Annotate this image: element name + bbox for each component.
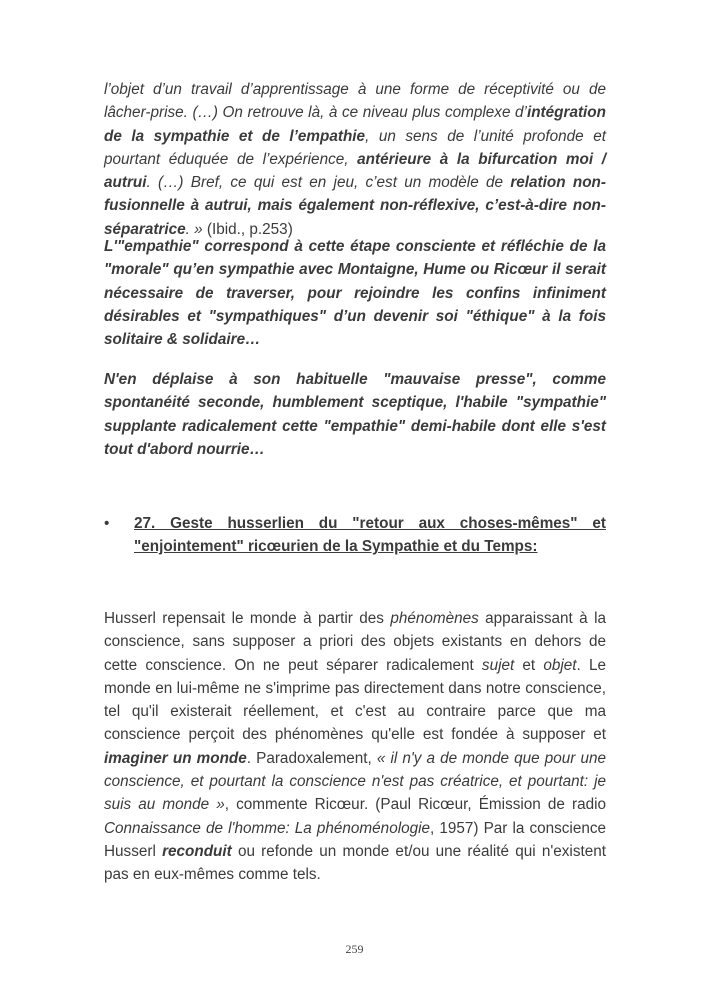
- text-segment: Connaissance de l'homme: La phénoménologie: [104, 819, 431, 837]
- text-segment: (Ibid., p.253): [206, 220, 293, 238]
- text-segment: antérieure à la bifurcation moi / autrui: [104, 150, 607, 192]
- page-number: 259: [345, 942, 364, 956]
- empathie-paragraph: [104, 235, 606, 351]
- text-segment: . (…) Bref, ce qui est en jeu, c’est un modèle de: [146, 174, 511, 192]
- text-segment: . »: [185, 220, 207, 238]
- text-segment: reconduit: [162, 842, 232, 860]
- quote-paragraph: [104, 78, 606, 241]
- husserl-paragraph: [104, 607, 606, 887]
- text-segment: phénomènes: [390, 610, 479, 627]
- text-segment: relation non-fusionnelle à autrui, mais également non-réflexive, c’est-à-dire non-séparatrice: [104, 174, 606, 238]
- section-heading: [104, 512, 606, 559]
- text-segment: L'"empathie" correspond à cette étape consciente et réfléchie de la "morale" qu’en sympathie avec Montaigne, Hume ou Ricœur il serait nécessaire de traverser, pour rejoindre les confins infiniment désirables et "sympathiques" d’un devenir soi "éthique" à la fois solitaire & solidaire…: [104, 238, 606, 349]
- text-segment: , commente Ricœur. (Paul Ricœur, Émission de radio: [224, 796, 606, 814]
- section-heading-text: 27. Geste husserlien du "retour aux choses-mêmes" et "enjointement" ricœurien de la Sympathie et du Temps:: [134, 515, 606, 556]
- text-segment: intégration de la sympathie et de l’empathie: [104, 104, 606, 145]
- bullet-icon: •: [104, 515, 110, 532]
- text-segment: l’objet d’un travail d’apprentissage à une forme de réceptivité ou de lâcher-prise. (…) On retrouve là, à ce niveau plus complexe d’: [104, 81, 606, 122]
- text-segment: . Le monde en lui-même ne s'imprime pas directement dans notre conscience, tel qu'il existerait réellement, et c'est au contraire parce que ma conscience perçoit des phénomènes qu'elle est fondée à supposer et: [104, 656, 607, 744]
- text-segment: N'en déplaise à son habituelle "mauvaise presse", comme spontanéité seconde, humblement sceptique, l'habile "sympathie" supplante radicalement cette "empathie" demi-habile dont elle s'est tout d'abord nourrie…: [104, 371, 606, 458]
- text-segment: objet: [543, 656, 577, 674]
- text-segment: sujet: [481, 656, 515, 674]
- text-segment: ou refonde un monde et/ou une réalité qui n'existent pas en eux-mêmes comme tels.: [104, 842, 606, 884]
- text-segment: . Paradoxalement,: [246, 749, 377, 767]
- text-segment: Husserl repensait le monde à partir des: [104, 610, 391, 627]
- text-segment: apparaissant à la conscience, sans supposer a priori des objets existants en dehors de cette conscience. On ne peut séparer radicalement: [104, 610, 606, 674]
- text-segment: « il n'y a de monde que pour une conscience, et pourtant la conscience n'est pas créatrice, et pourtant: je suis au monde »: [104, 749, 606, 814]
- text-segment: , 1957) Par la conscience Husserl: [104, 819, 606, 860]
- text-segment: imaginer un monde: [104, 749, 247, 767]
- sympathie-paragraph: [104, 368, 606, 461]
- text-segment: et: [514, 656, 544, 674]
- text-segment: , un sens de l’unité profonde et pourtant éduquée de l’expérience,: [104, 127, 606, 168]
